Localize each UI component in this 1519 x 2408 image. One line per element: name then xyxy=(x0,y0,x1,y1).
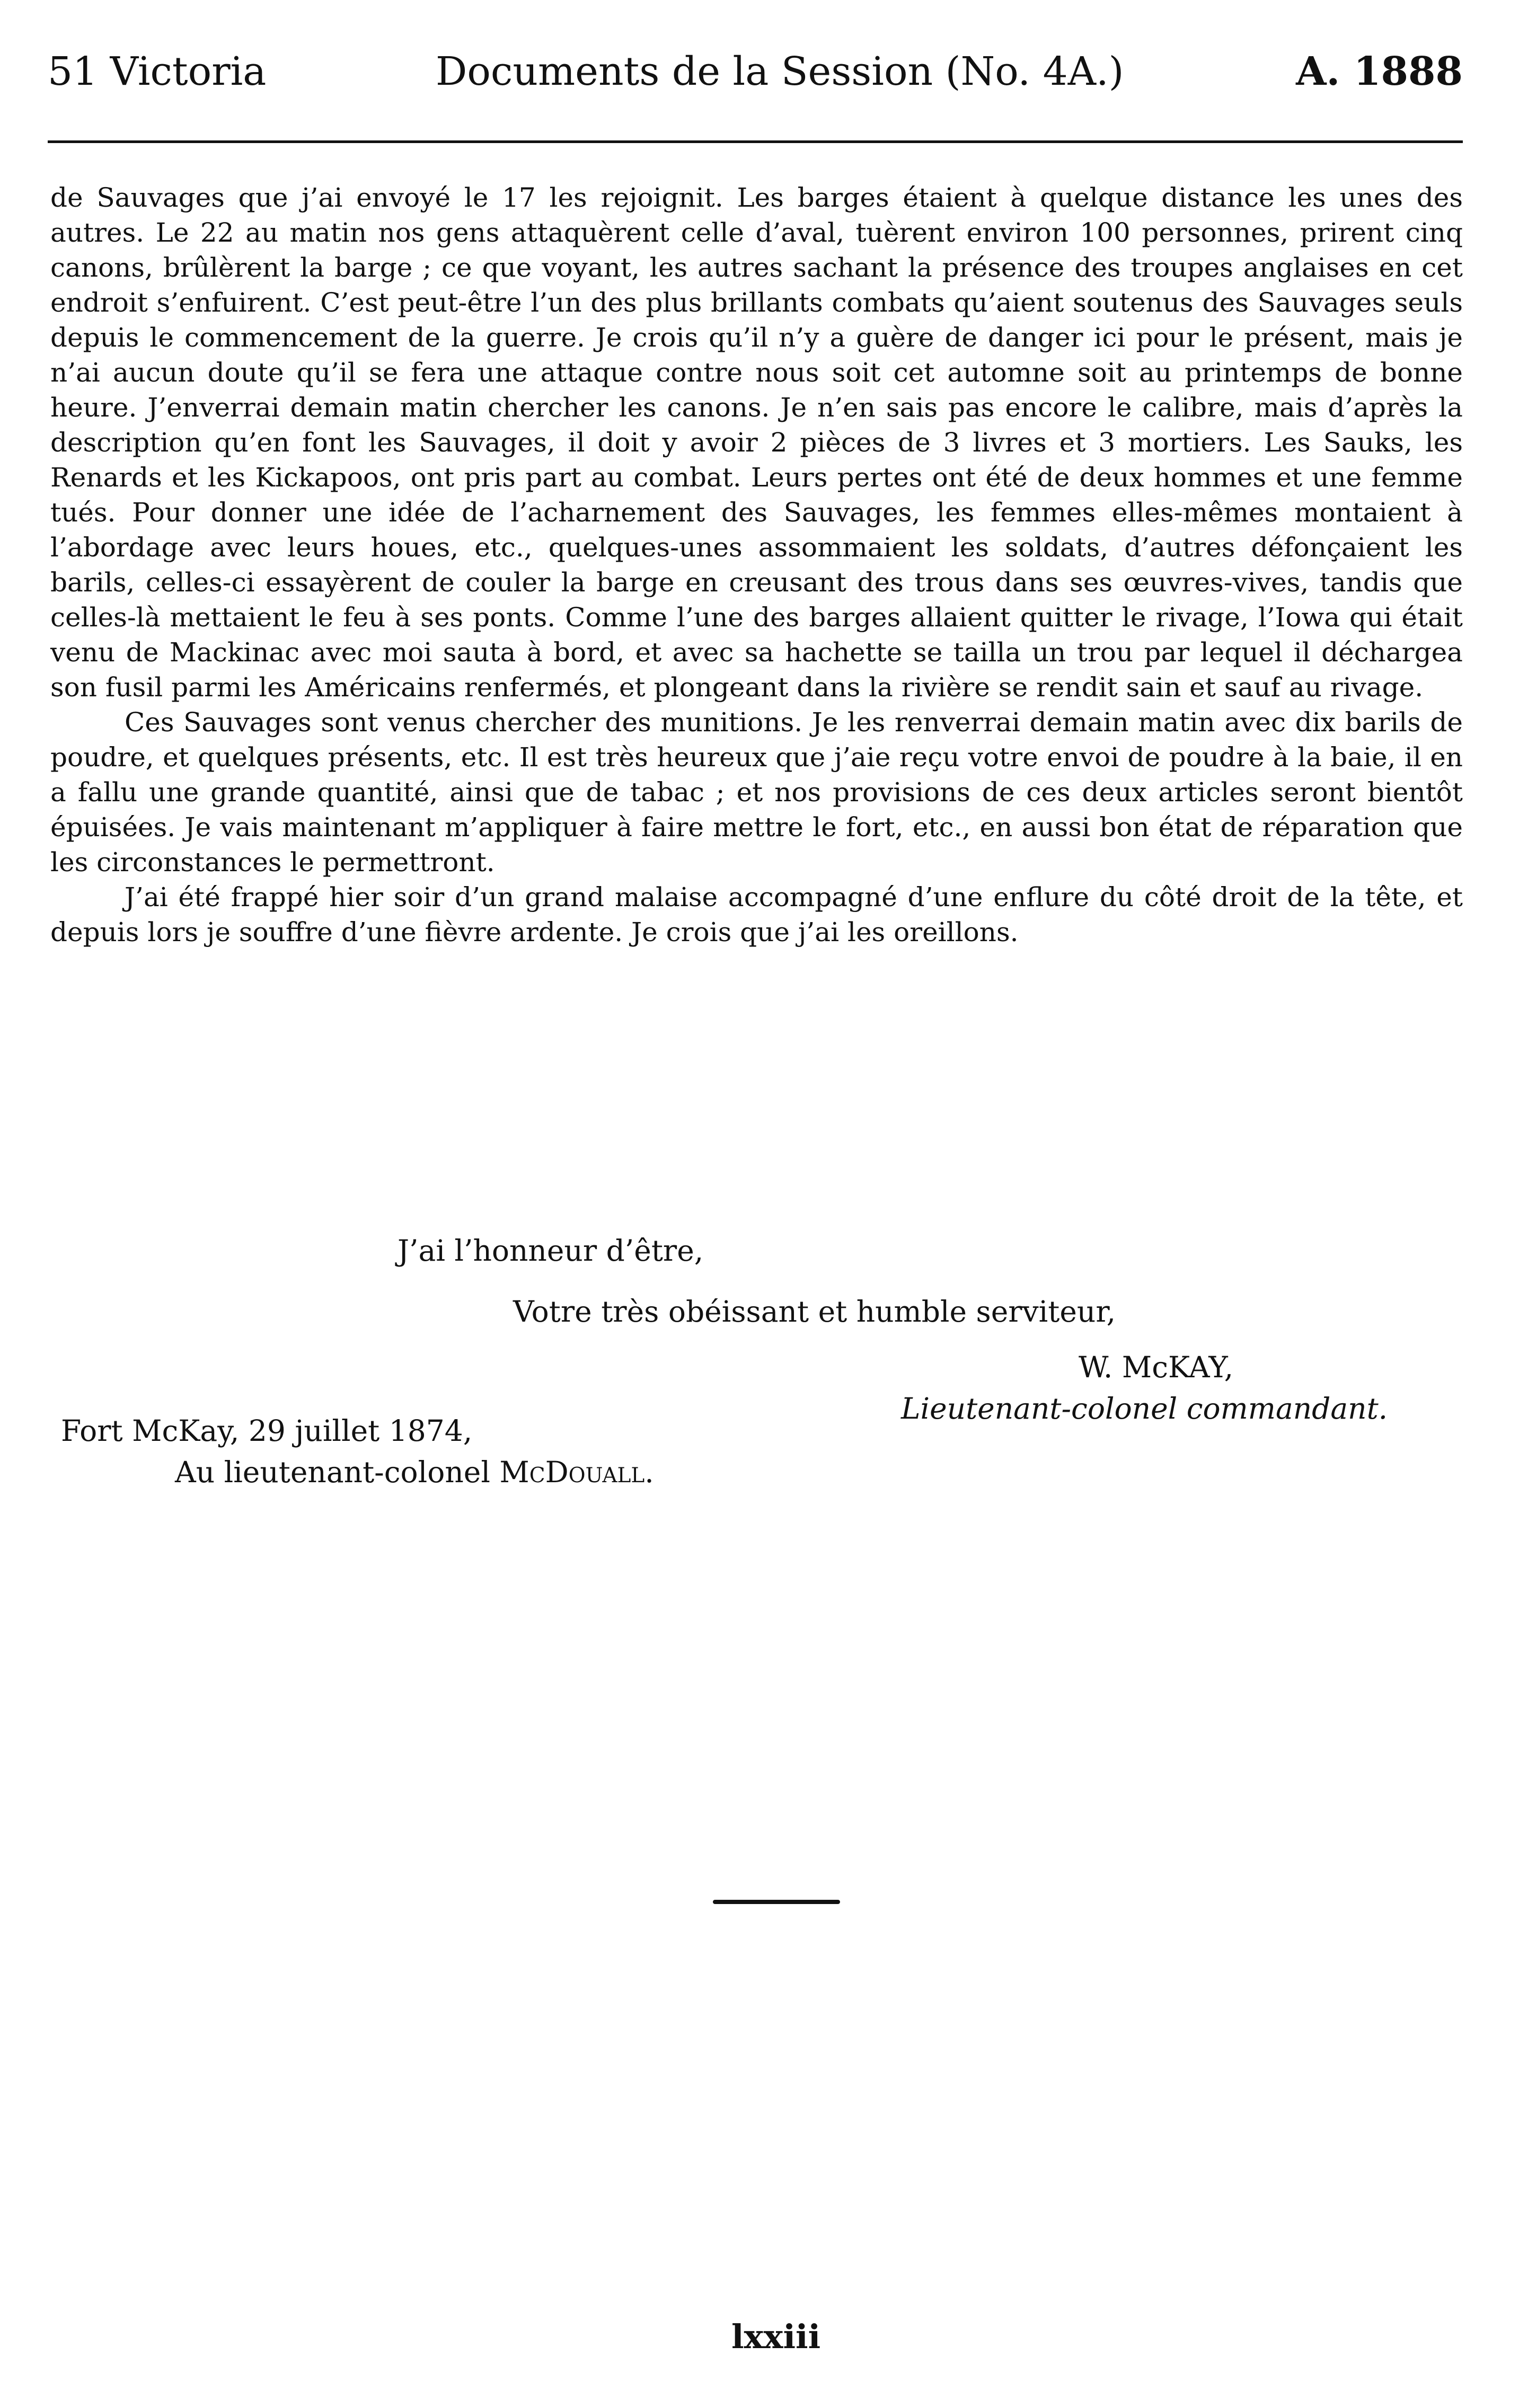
header-volume: 51 Victoria xyxy=(48,49,267,94)
letter-body xyxy=(50,180,1463,950)
addressee-name: McDouall. xyxy=(499,1455,654,1489)
addressee-line xyxy=(175,1451,654,1493)
page-number: lxxiii xyxy=(731,2317,821,2356)
signature-name: W. McKAY, xyxy=(1079,1350,1234,1384)
signature-title: Lieutenant-colonel commandant. xyxy=(901,1392,1388,1426)
closing-regards: Votre très obéissant et humble serviteur, xyxy=(513,1295,1116,1329)
closing-salutation: J’ai l’honneur d’être, xyxy=(398,1234,704,1268)
header-rule xyxy=(48,140,1463,143)
paragraph-1: de Sauvages que j’ai envoyé le 17 les rejoignit. Les barges étaient à quelque distance les unes des autres. Le 22 au matin nos gens attaquèrent celle d’aval, tuèrent environ 100 personnes, prirent cinq canons, brûlèrent la barge ; ce que voyant, les autres sachant la présence des troupes anglaises en cet endroit s’enfuirent. C’est peut-être l’un des plus brillants combats qu’aient soutenus des Sauvages seuls depuis le commencement de la guerre. Je crois qu’il n’y a guère de danger ici pour le présent, mais je n’ai aucun doute qu’il se fera une attaque contre nous soit cet automne soit au printemps de bonne heure. J’enverrai demain matin chercher les canons. Je n’en sais pas encore le calibre, mais d’après la description qu’en font les Sauvages, il doit y avoir 2 pièces de 3 livres et 3 mortiers. Les Sauks, les Renards et les Kickapoos, ont pris part au combat. Leurs pertes ont été de deux hommes et une femme tués. Pour donner une idée de l’acharnement des Sauvages, les femmes elles-mêmes montaient à l’abordage avec leurs houes, etc., quelques-unes assommaient les soldats, d’autres défonçaient les barils, celles-ci essayèrent de couler la barge en creusant des trous dans ses œuvres-vives, tandis que celles-là mettaient le feu à ses ponts. Comme l’une des barges allaient quitter le rivage, l’Iowa qui était venu de Mackinac avec moi sauta à bord, et avec sa hachette se tailla un trou par lequel il déchargea son fusil parmi les Américains renfermés, et plongeant dans la rivière se rendit sain et sauf au rivage. xyxy=(50,182,1463,703)
paragraph-2: Ces Sauvages sont venus chercher des munitions. Je les renverrai demain matin avec dix barils de poudre, et quelques présents, etc. Il est très heureux que j’aie reçu votre envoi de poudre à la baie, il en a fallu une grande quantité, ainsi que de tabac ; et nos provisions de ces deux articles seront bientôt épuisées. Je vais maintenant m’appliquer à faire mettre le fort, etc., en aussi bon état de réparation que les circonstances le permettront. xyxy=(50,707,1463,878)
addressee-prefix: Au lieutenant-colonel xyxy=(175,1455,500,1489)
section-divider xyxy=(713,1900,840,1904)
page-header xyxy=(48,42,1463,101)
paragraph-3: J’ai été frappé hier soir d’un grand malaise accompagné d’une enflure du côté droit de la tête, et depuis lors je souffre d’une fièvre ardente. Je crois que j’ai les oreillons. xyxy=(50,882,1463,948)
header-year: A. 1888 xyxy=(1296,49,1463,94)
header-title: Documents de la Session (No. 4A.) xyxy=(436,49,1124,94)
date-line: Fort McKay, 29 juillet 1874, xyxy=(61,1414,473,1448)
